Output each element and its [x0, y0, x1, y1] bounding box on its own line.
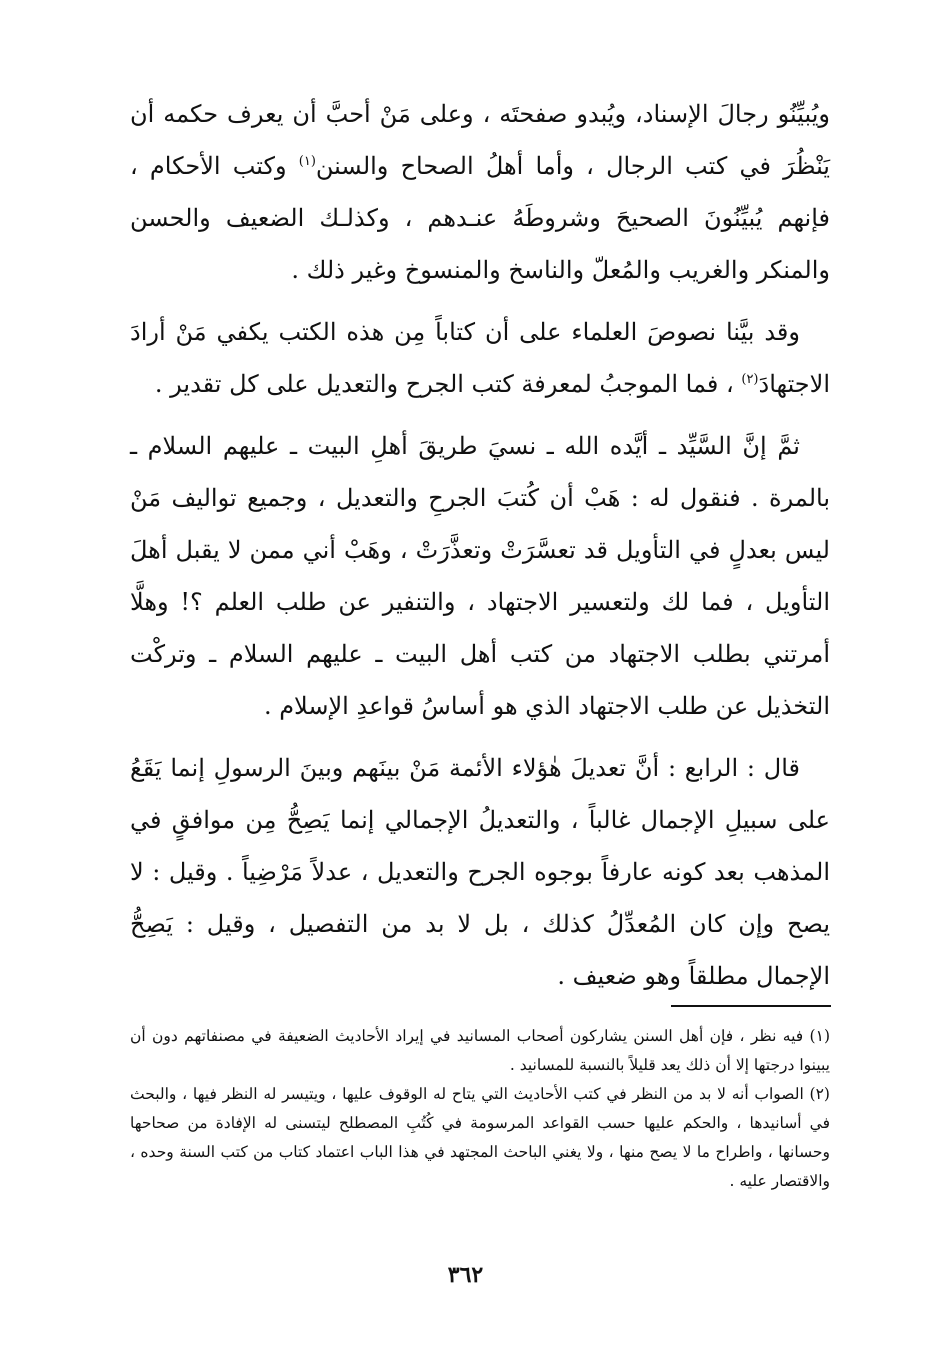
paragraph-2-continued: ، فما الموجبُ لمعرفة كتب الجرح والتعديل على كل تقدير . — [154, 370, 734, 398]
paragraph-1 — [130, 88, 830, 296]
paragraph-2 — [130, 306, 830, 410]
footnote-ref-2: (٢) — [741, 372, 759, 387]
paragraph-1-text: ويُبيِّنُو رجالَ الإسناد، ويُبدو صفحتَه ، وعلى مَنْ أحبَّ أن يعرف حكمه أن يَنْظُرَ في كتب الرجال ، وأما أهلُ الصحاح والسنن — [130, 100, 830, 180]
footnote-ref-1: (١) — [298, 154, 316, 169]
paragraph-4-text: قال : الرابع : أنَّ تعديلَ هٰؤلاء الأئمة مَنْ بينَهم وبينَ الرسولِ إنما يَقَعُ على سبيلِ الإجمال غالباً ، والتعديلُ الإجمالي إنما يَصِحُّ مِن موافقٍ في المذهب بعد كونه عارفاً بوجوه الجرح والتعديل ، عدلاً مَرْضِياً . وقيل : لا يصح وإن كان المُعدِّلُ كذلك ، بل لا بد من التفصيل ، وقيل : يَصِحُّ الإجمال مطلقاً وهو ضعيف . — [130, 754, 830, 990]
footnote-1 — [130, 1022, 830, 1080]
paragraph-3 — [130, 420, 830, 732]
paragraph-4 — [130, 742, 830, 1002]
paragraph-3-text: ثمَّ إنَّ السَّيِّد ـ أيَّده الله ـ نسيَ طريقَ أهلِ البيت ـ عليهم السلام ـ بالمرة . فنقول له : هَبْ أن كُتبَ الجرحِ والتعديل ، وجميع تواليف مَنْ ليس بعدلٍ في التأويل قد تعسَّرَتْ وتعذَّرَتْ ، وهَبْ أني ممن لا يقبل أهلَ التأويل ، فما لك ولتعسير الاجتهاد ، والتنفير عن طلب العلم ؟! وهلَّا أمرتني بطلب الاجتهاد من كتب أهل البيت ـ عليهم السلام ـ وتركْت التخذيل عن طلب الاجتهاد الذي هو أساسُ قواعدِ الإسلام . — [130, 432, 831, 720]
footnote-2 — [130, 1080, 830, 1196]
main-text — [130, 88, 830, 1012]
paragraph-2-text: وقد بيَّنا نصوصَ العلماء على أن كتاباً مِن هذه الكتب يكفي مَنْ أرادَ الاجتهادَ — [130, 318, 830, 398]
footnote-1-marker: (١) — [809, 1027, 830, 1045]
footnote-separator — [671, 1005, 831, 1007]
footnote-2-text: الصواب أنه لا بد من النظر في كتب الأحاديث التي يتاح له الوقوف عليها ، ويتيسر له النظر فيها ، والبحث في أسانيدها ، والحكم عليها حسب القواعد المرسومة في كُتُبِ المصطلح ليتسنى له الإفادة من صحاحها وحسانها ، واطراح ما لا يصح منها ، ولا يغني الباحث المجتهد في هذا الباب اعتماد كتاب من كتب السنة وحده ، والاقتصار عليه . — [130, 1085, 830, 1190]
page-number: ٣٦٢ — [447, 1262, 484, 1288]
footnote-2-marker: (٢) — [809, 1085, 830, 1103]
footnote-1-text: فيه نظر ، فإن أهل السنن يشاركون أصحاب المسانيد في إيراد الأحاديث الضعيفة في مصنفاتهم دون أن يبينوا درجتها إلا أن ذلك يعد قليلاً بالنسبة للمسانيد . — [130, 1027, 830, 1074]
paragraph-1-continued: وكتب الأحكام ، فإنهم يُبيِّنُونَ الصحيحَ وشروطَهُ عنـدهم ، وكذلـك الضعيف والحسن والمنكر والغريب والمُعلّ والناسخ والمنسوخ وغير ذلك . — [130, 152, 830, 284]
footnotes — [130, 1022, 830, 1196]
